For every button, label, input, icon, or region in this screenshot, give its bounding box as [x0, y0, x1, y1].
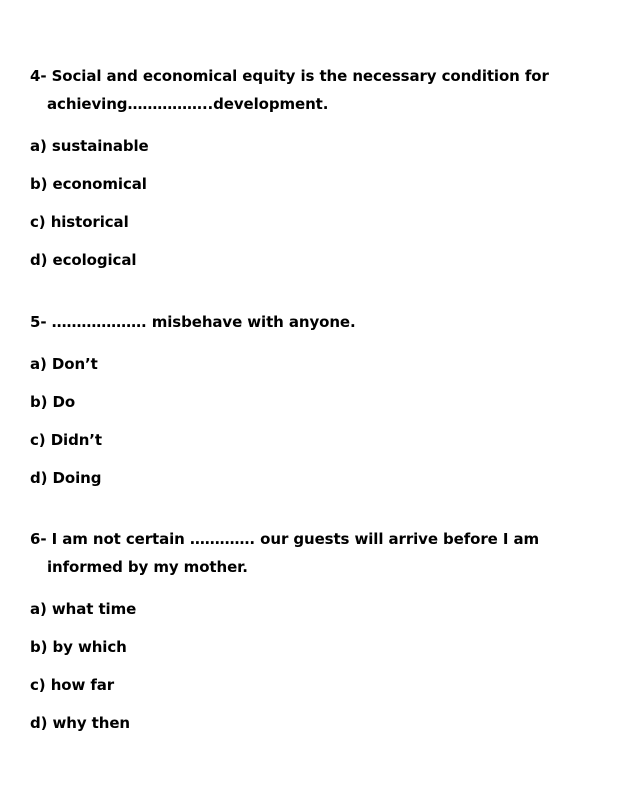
option-text: how far [50, 676, 115, 694]
option-a[interactable] [30, 136, 590, 156]
option-text: sustainable [51, 137, 149, 155]
question-text: 5- ………………. misbehave with anyone. [30, 313, 356, 331]
option-b[interactable] [30, 392, 590, 412]
option-letter: d) [30, 469, 48, 487]
option-a[interactable] [30, 599, 590, 619]
option-letter: a) [30, 355, 47, 373]
option-letter: a) [30, 137, 47, 155]
option-text: ecological [52, 251, 137, 269]
option-letter: c) [30, 676, 46, 694]
question-text: 4- Social and economical equity is the necessary condition for achieving……………..development. [30, 67, 549, 113]
option-letter: c) [30, 213, 46, 231]
option-letter: b) [30, 175, 48, 193]
option-text: why then [52, 714, 130, 732]
option-letter: b) [30, 638, 48, 656]
question-4 [30, 62, 590, 270]
option-c[interactable] [30, 430, 590, 450]
option-letter: d) [30, 714, 48, 732]
question-5 [30, 308, 590, 488]
options-list [30, 354, 590, 488]
option-text: Doing [52, 469, 102, 487]
option-text: Didn’t [50, 431, 102, 449]
option-letter: d) [30, 251, 48, 269]
option-d[interactable] [30, 250, 590, 270]
option-text: Do [52, 393, 76, 411]
option-b[interactable] [30, 174, 590, 194]
option-a[interactable] [30, 354, 590, 374]
options-list [30, 599, 590, 733]
option-text: Don’t [51, 355, 98, 373]
option-d[interactable] [30, 713, 590, 733]
option-b[interactable] [30, 637, 590, 657]
question-6 [30, 525, 590, 733]
option-text: by which [52, 638, 127, 656]
option-text: economical [52, 175, 147, 193]
option-d[interactable] [30, 468, 590, 488]
option-c[interactable] [30, 212, 590, 232]
option-letter: c) [30, 431, 46, 449]
options-list [30, 136, 590, 270]
option-letter: b) [30, 393, 48, 411]
option-c[interactable] [30, 675, 590, 695]
option-text: historical [50, 213, 129, 231]
question-text: 6- I am not certain …………. our guests will arrive before I am informed by my mother. [30, 530, 540, 576]
option-letter: a) [30, 600, 47, 618]
option-text: what time [51, 600, 137, 618]
